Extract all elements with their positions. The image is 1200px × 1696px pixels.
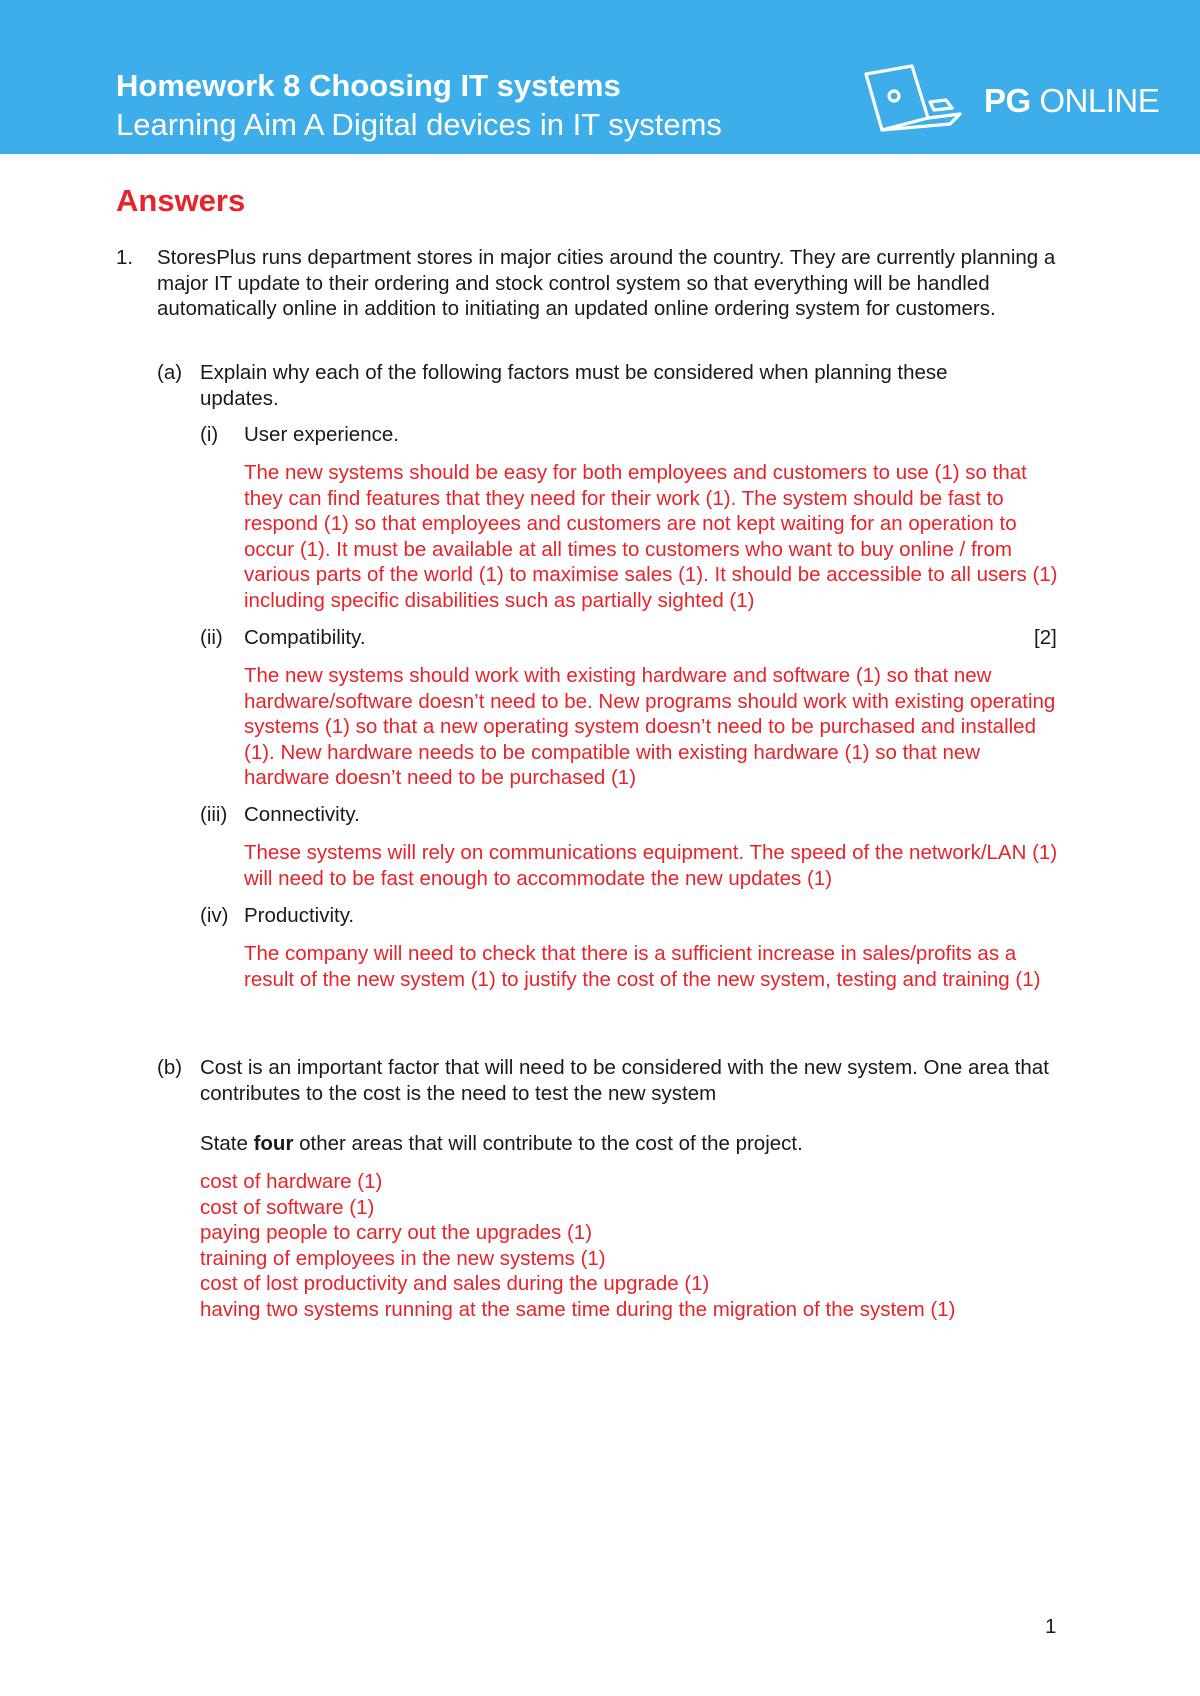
subpart-label-ii: (ii): [200, 626, 223, 649]
question-text: StoresPlus runs department stores in major cities around the country. They are currently planning a major IT update to their ordering and stock control system so that everything will be handled automatically online in addition to initiating an updated online ordering system for customers.: [157, 246, 1056, 320]
instruction-prefix: State: [200, 1132, 248, 1155]
answer-ii: The new systems should work with existing hardware and software (1) so that new hardware/software doesn’t need to be. New programs should work with existing operating systems (1) so that a new operating system doesn’t need to be purchased and installed (1). New hardware needs to be compatible with existing hardware (1) so that new hardware doesn’t need to be purchased (1): [244, 664, 1056, 789]
question-number: 1.: [116, 246, 134, 269]
subpart-label-iv: (iv): [200, 904, 229, 927]
answer-i: The new systems should be easy for both employees and customers to use (1) so that they can find features that they need for their work (1). The system should be fast to respond (1) so that employees and customers are not kept waiting for an operation to occur (1). It must be available at all times to customers who want to buy online / from various parts of the world (1) to maximise sales (1). It should be accessible to all users (1) including specific disabilities such as partially sighted (1): [244, 461, 1058, 612]
subpart-label-i: (i): [200, 423, 219, 446]
logo-brand-bold: PG: [984, 82, 1031, 119]
subpart-label-iii: (iii): [200, 803, 228, 826]
laptop-icon: [860, 62, 978, 142]
part-b-label: (b): [157, 1056, 183, 1079]
list-item: cost of lost productivity and sales during the upgrade (1): [200, 1272, 710, 1295]
part-b-instruction: [200, 1131, 1060, 1157]
logo-wordmark: [984, 82, 1159, 120]
part-b-answer-list: [200, 1169, 1060, 1322]
logo-brand-regular: ONLINE: [1039, 82, 1160, 119]
instruction-suffix: other areas that will contribute to the cost of the project.: [299, 1132, 803, 1155]
part-a-label: (a): [157, 361, 183, 384]
marks-indicator: [2]: [1034, 626, 1057, 649]
list-item: training of employees in the new systems (1): [200, 1246, 606, 1270]
subpart-text-i: User experience.: [244, 423, 399, 446]
list-item: having two systems running at the same time during the migration of the system (1): [200, 1297, 956, 1321]
part-b-text: Cost is an important factor that will need to be considered with the new system. One area that contributes to the cost is the need to test the new system: [200, 1056, 1049, 1105]
subpart-text-ii: Compatibility.: [244, 626, 366, 649]
answers-heading: Answers: [116, 183, 246, 218]
pg-online-logo: [860, 62, 1160, 144]
page-number: 1: [1045, 1615, 1057, 1638]
page-header: [0, 0, 1200, 154]
part-a-text: Explain why each of the following factors must be considered when planning these updates.: [200, 361, 948, 410]
subpart-text-iv: Productivity.: [244, 904, 355, 927]
list-item: paying people to carry out the upgrades (1): [200, 1221, 593, 1244]
answer-iii: These systems will rely on communications equipment. The speed of the network/LAN (1) will need to be fast enough to accommodate the new updates (1): [244, 841, 1058, 890]
subpart-text-iii: Connectivity.: [244, 803, 360, 826]
list-item: cost of hardware (1): [200, 1170, 383, 1193]
list-item: cost of software (1): [200, 1195, 375, 1219]
answer-iv: The company will need to check that there is a sufficient increase in sales/profits as a result of the new system (1) to justify the cost of the new system, testing and training (1): [244, 942, 1041, 991]
document-title: Homework 8 Choosing IT systems: [116, 68, 621, 103]
instruction-bold-word: four: [253, 1132, 294, 1155]
document-subtitle: Learning Aim A Digital devices in IT systems: [116, 107, 722, 142]
